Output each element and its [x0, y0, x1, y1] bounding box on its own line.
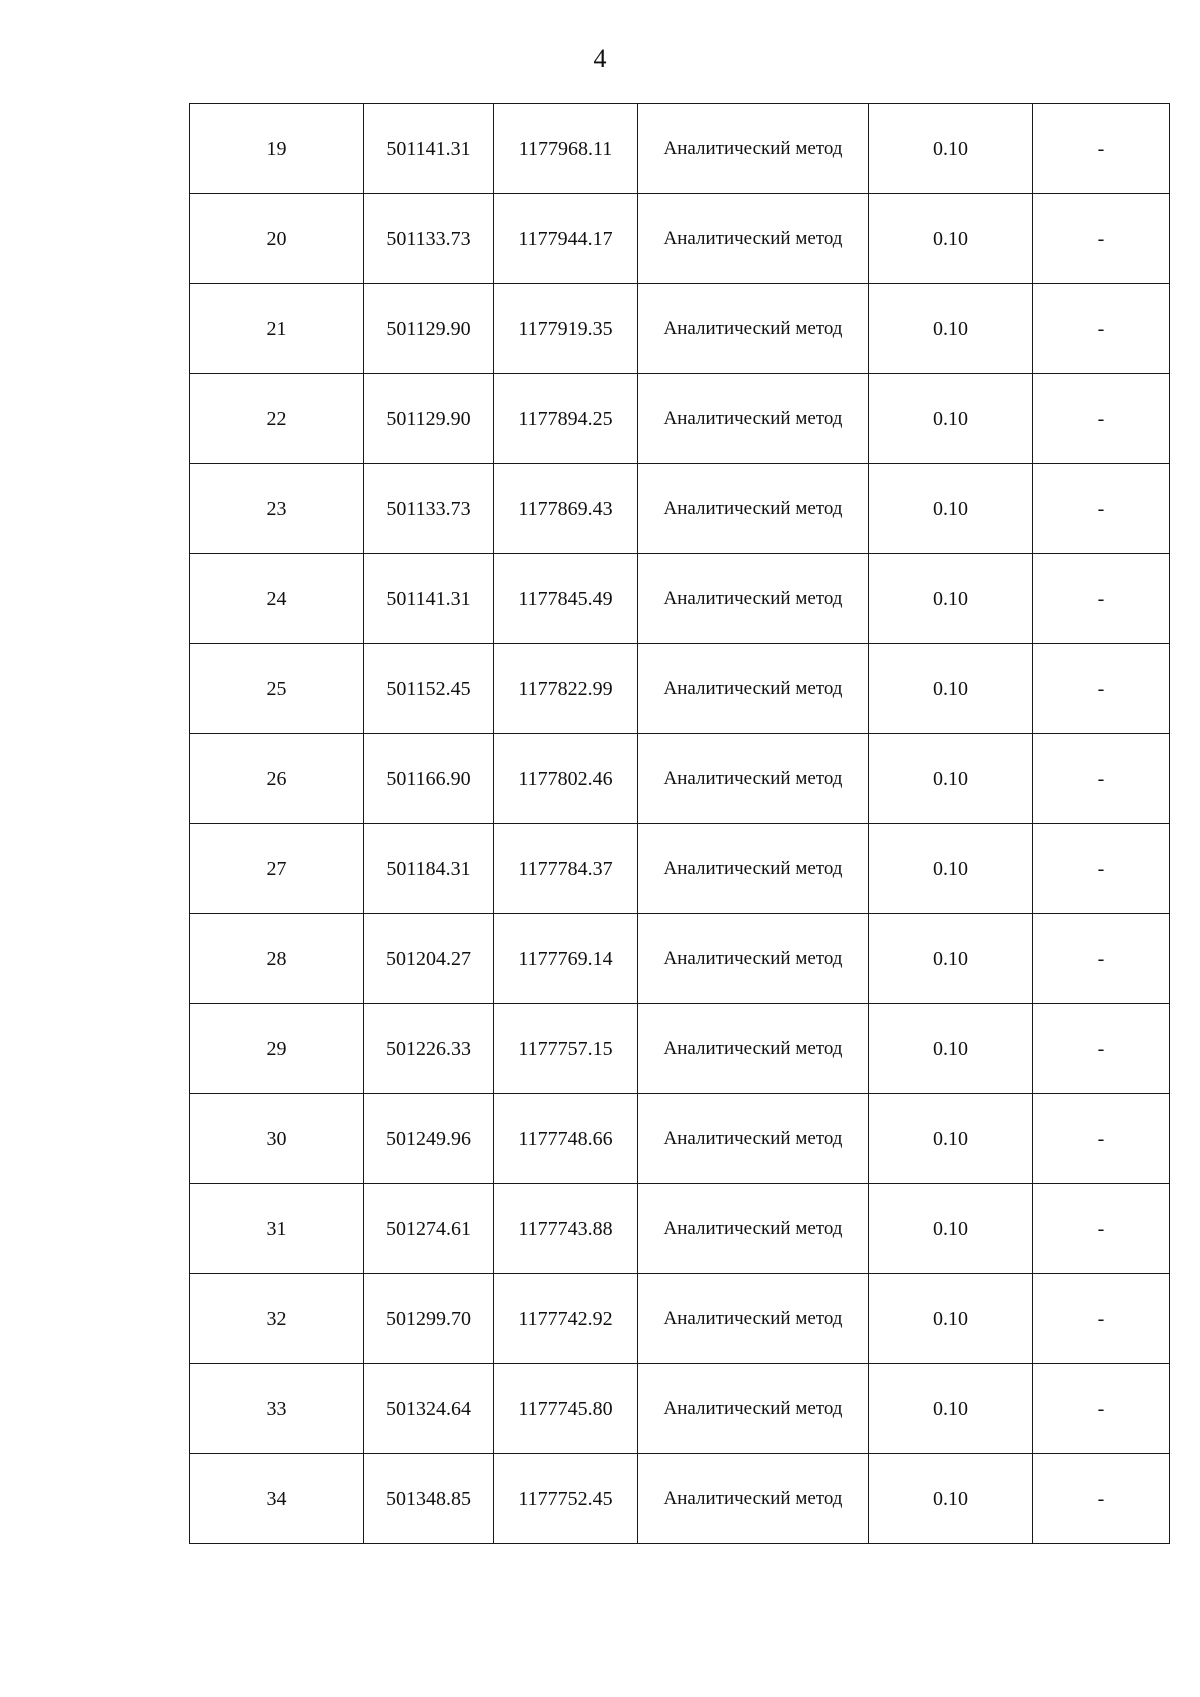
- method-cell: Аналитический метод: [638, 1094, 869, 1184]
- y-coordinate-cell: 1177784.37: [494, 824, 638, 914]
- method-cell: Аналитический метод: [638, 554, 869, 644]
- y-coordinate-cell: 1177752.45: [494, 1454, 638, 1544]
- x-coordinate-cell: 501324.64: [364, 1364, 494, 1454]
- method-cell: Аналитический метод: [638, 734, 869, 824]
- precision-cell: 0.10: [869, 284, 1033, 374]
- y-coordinate-cell: 1177748.66: [494, 1094, 638, 1184]
- note-cell: -: [1033, 194, 1170, 284]
- precision-cell: 0.10: [869, 1274, 1033, 1364]
- x-coordinate-cell: 501299.70: [364, 1274, 494, 1364]
- note-cell: -: [1033, 1454, 1170, 1544]
- precision-cell: 0.10: [869, 554, 1033, 644]
- point-number-cell: 23: [190, 464, 364, 554]
- precision-cell: 0.10: [869, 1004, 1033, 1094]
- point-number-cell: 19: [190, 104, 364, 194]
- x-coordinate-cell: 501204.27: [364, 914, 494, 1004]
- point-number-cell: 28: [190, 914, 364, 1004]
- y-coordinate-cell: 1177869.43: [494, 464, 638, 554]
- precision-cell: 0.10: [869, 1184, 1033, 1274]
- note-cell: -: [1033, 1184, 1170, 1274]
- table-row: [190, 464, 1170, 554]
- method-cell: Аналитический метод: [638, 914, 869, 1004]
- method-cell: Аналитический метод: [638, 1274, 869, 1364]
- point-number-cell: 22: [190, 374, 364, 464]
- note-cell: -: [1033, 1364, 1170, 1454]
- precision-cell: 0.10: [869, 1094, 1033, 1184]
- precision-cell: 0.10: [869, 374, 1033, 464]
- table-row: [190, 734, 1170, 824]
- y-coordinate-cell: 1177944.17: [494, 194, 638, 284]
- precision-cell: 0.10: [869, 194, 1033, 284]
- x-coordinate-cell: 501133.73: [364, 464, 494, 554]
- method-cell: Аналитический метод: [638, 374, 869, 464]
- y-coordinate-cell: 1177745.80: [494, 1364, 638, 1454]
- precision-cell: 0.10: [869, 104, 1033, 194]
- point-number-cell: 29: [190, 1004, 364, 1094]
- precision-cell: 0.10: [869, 1364, 1033, 1454]
- coordinates-table-body: [190, 104, 1170, 1544]
- y-coordinate-cell: 1177769.14: [494, 914, 638, 1004]
- note-cell: -: [1033, 1274, 1170, 1364]
- precision-cell: 0.10: [869, 464, 1033, 554]
- table-row: [190, 1004, 1170, 1094]
- table-row: [190, 1184, 1170, 1274]
- note-cell: -: [1033, 374, 1170, 464]
- point-number-cell: 34: [190, 1454, 364, 1544]
- note-cell: -: [1033, 464, 1170, 554]
- x-coordinate-cell: 501226.33: [364, 1004, 494, 1094]
- precision-cell: 0.10: [869, 644, 1033, 734]
- note-cell: -: [1033, 914, 1170, 1004]
- method-cell: Аналитический метод: [638, 824, 869, 914]
- note-cell: -: [1033, 104, 1170, 194]
- precision-cell: 0.10: [869, 734, 1033, 824]
- y-coordinate-cell: 1177743.88: [494, 1184, 638, 1274]
- x-coordinate-cell: 501141.31: [364, 104, 494, 194]
- x-coordinate-cell: 501184.31: [364, 824, 494, 914]
- precision-cell: 0.10: [869, 1454, 1033, 1544]
- table-row: [190, 194, 1170, 284]
- x-coordinate-cell: 501249.96: [364, 1094, 494, 1184]
- table-row: [190, 1094, 1170, 1184]
- method-cell: Аналитический метод: [638, 1184, 869, 1274]
- note-cell: -: [1033, 1094, 1170, 1184]
- method-cell: Аналитический метод: [638, 194, 869, 284]
- y-coordinate-cell: 1177845.49: [494, 554, 638, 644]
- precision-cell: 0.10: [869, 824, 1033, 914]
- y-coordinate-cell: 1177968.11: [494, 104, 638, 194]
- table-row: [190, 1454, 1170, 1544]
- x-coordinate-cell: 501348.85: [364, 1454, 494, 1544]
- method-cell: Аналитический метод: [638, 464, 869, 554]
- x-coordinate-cell: 501274.61: [364, 1184, 494, 1274]
- note-cell: -: [1033, 734, 1170, 824]
- point-number-cell: 26: [190, 734, 364, 824]
- method-cell: Аналитический метод: [638, 644, 869, 734]
- x-coordinate-cell: 501166.90: [364, 734, 494, 824]
- x-coordinate-cell: 501133.73: [364, 194, 494, 284]
- y-coordinate-cell: 1177894.25: [494, 374, 638, 464]
- coordinates-table: [189, 103, 1170, 1544]
- method-cell: Аналитический метод: [638, 1364, 869, 1454]
- x-coordinate-cell: 501129.90: [364, 374, 494, 464]
- table-row: [190, 644, 1170, 734]
- point-number-cell: 31: [190, 1184, 364, 1274]
- x-coordinate-cell: 501129.90: [364, 284, 494, 374]
- table-row: [190, 104, 1170, 194]
- point-number-cell: 30: [190, 1094, 364, 1184]
- point-number-cell: 33: [190, 1364, 364, 1454]
- point-number-cell: 32: [190, 1274, 364, 1364]
- y-coordinate-cell: 1177742.92: [494, 1274, 638, 1364]
- point-number-cell: 25: [190, 644, 364, 734]
- note-cell: -: [1033, 284, 1170, 374]
- method-cell: Аналитический метод: [638, 104, 869, 194]
- table-row: [190, 374, 1170, 464]
- table-row: [190, 914, 1170, 1004]
- method-cell: Аналитический метод: [638, 1454, 869, 1544]
- y-coordinate-cell: 1177757.15: [494, 1004, 638, 1094]
- note-cell: -: [1033, 644, 1170, 734]
- point-number-cell: 24: [190, 554, 364, 644]
- point-number-cell: 20: [190, 194, 364, 284]
- note-cell: -: [1033, 824, 1170, 914]
- table-row: [190, 284, 1170, 374]
- precision-cell: 0.10: [869, 914, 1033, 1004]
- table-row: [190, 1274, 1170, 1364]
- note-cell: -: [1033, 1004, 1170, 1094]
- y-coordinate-cell: 1177822.99: [494, 644, 638, 734]
- page-number: 4: [593, 44, 607, 73]
- x-coordinate-cell: 501152.45: [364, 644, 494, 734]
- y-coordinate-cell: 1177802.46: [494, 734, 638, 824]
- table-row: [190, 554, 1170, 644]
- method-cell: Аналитический метод: [638, 284, 869, 374]
- y-coordinate-cell: 1177919.35: [494, 284, 638, 374]
- method-cell: Аналитический метод: [638, 1004, 869, 1094]
- point-number-cell: 27: [190, 824, 364, 914]
- point-number-cell: 21: [190, 284, 364, 374]
- table-row: [190, 1364, 1170, 1454]
- note-cell: -: [1033, 554, 1170, 644]
- table-row: [190, 824, 1170, 914]
- x-coordinate-cell: 501141.31: [364, 554, 494, 644]
